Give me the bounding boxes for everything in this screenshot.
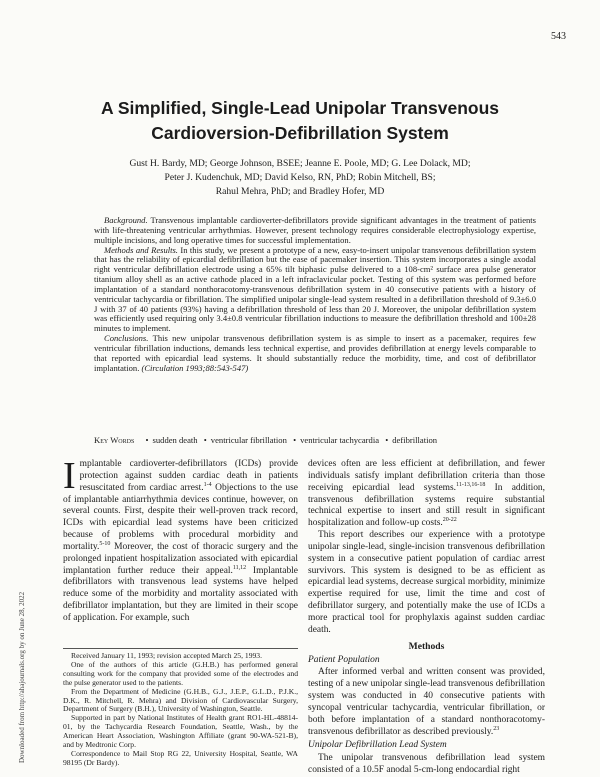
reference: 11-13,16-18 (456, 481, 486, 488)
drop-cap: I (63, 455, 76, 497)
keywords (94, 435, 536, 445)
intro-text: Moreover, the cost of thoracic surgery and the prolonged inpatient hospitalization associated with epicardial implantation further reduce their appeal. (63, 541, 298, 576)
keyword: sudden death (152, 435, 198, 445)
background-label: Background. (104, 215, 148, 225)
article-title: A Simplified, Single-Lead Unipolar Transvenous Cardioversion-Defibrillation System (100, 98, 500, 143)
bullet-icon: • (385, 435, 389, 445)
abstract (94, 216, 536, 374)
background-text: Transvenous implantable cardioverter-defibrillators provide significant advantages in the treatment of patients with life-threatening ventricular arrhythmias. However, present technology requires considerable electrophysiology expertise, multiple incisions, and long operative times for successful implementation. (94, 215, 536, 245)
body-paragraph: This report describes our experience with a prototype unipolar single-lead, single-incision transvenous defibrillation system in a consecutive patient population of cardiac arrest survivors. This system is designed to be as efficient as epicardial lead systems, decrease surgical morbidity, minimize expertise required for use, limit the time and cost of defibrillator surgery, and potentially make the use of ICDs a more practical tool for prophylaxis against sudden cardiac death. (308, 530, 545, 635)
reference: 20-22 (442, 517, 457, 524)
subsection-heading: Unipolar Defibrillation Lead System (308, 740, 447, 751)
bullet-icon: • (293, 435, 297, 445)
reference: 11,12 (232, 564, 247, 571)
reference: 23 (493, 725, 500, 732)
download-note: Downloaded from http://ahajournals.org by on June 28, 2022 (18, 591, 26, 763)
footnote: From the Department of Medicine (G.H.B., G.J., J.E.P., G.L.D., P.J.K., D.K., R. Mitchell, R. Mehra) and Division of Cardiovascular Surgery, Department of Surgery (B.H.), University of Washington, Seattle. (63, 686, 298, 714)
section-heading-methods: Methods (408, 640, 445, 652)
conclusions-text: This new unipolar transvenous defibrillation system is as simple to insert as a pacemaker, requires few ventricular fibrillation inductions, demands less technical expertise, and provides defibrillation at energy levels comparable to that reported with epicardial lead systems. It should substantially reduce the morbidity, time, and cost of defibrillator implantation. (94, 333, 536, 373)
keyword: defibrillation (392, 435, 438, 445)
body-text: In addition, transvenous defibrillation systems require substantial technical expertise to insert and still result in significant hospitalization and follow-up costs. (308, 482, 545, 529)
methods-text: In this study, we present a prototype of a new, easy-to-insert unipolar transvenous defibrillation system that has the reliability of epicardial defibrillation but the ease of pacemaker insertion. This system incorporates a single axodal right ventricular defibrillation electrode using a 65% tilt biphasic pulse delivered to a 108-cm² surface area pulse generator titanium alloy shell as an active cathode placed in a left infraclavicular pocket. Testing of this system was performed before implantation of a standard nonthoracotomy-transvenous defibrillation system in 40 consecutive patients with a history of ventricular tachycardia or fibrillation. The simplified unipolar single-lead system resulted in a defibrillation threshold of 9.3±6.0 J with 37 of 40 patients (93%) having a defibrillation threshold of less than 20 J. Moreover, the unipolar defibrillation system was efficiently used requiring only 3.4±0.8 ventricular fibrillation inductions to measure the defibrillation threshold and 100±28 minutes to implement. (94, 244, 537, 334)
body-column-left (63, 455, 298, 625)
keyword: ventricular fibrillation (210, 435, 287, 445)
body-column-right (308, 459, 545, 777)
body-paragraph (308, 459, 545, 530)
intro-text: mplantable cardioverter-defibrillators (ICDs) provide protection against sudden cardiac death in patients resuscitated from cardiac arrest. (79, 459, 298, 493)
citation: (Circulation 1993;88:543-547) (141, 362, 249, 373)
bullet-icon: • (203, 435, 207, 445)
body-text: After informed verbal and written consent was provided, testing of a new unipolar single-lead transvenous defibrillation system was conducted in 40 consecutive patients with syncopal ventricular tachycardia, ventricular fibrillation, or both before implantation of a standard nonthoracotomy-transvenous defibrillator as described previously. (308, 667, 545, 737)
page-number: 543 (551, 31, 566, 42)
abstract-methods (94, 246, 536, 335)
body-paragraph: The unipolar transvenous defibrillation lead system consisted of a 10.5F anodal 5-cm-long endocardial right (308, 753, 545, 776)
footnote: Supported in part by National Institutes of Health grant RO1-HL-48814-01, by the Tachycardia Research Foundation, Seattle, Wash., by the American Heart Association, Washington Affiliate (grant 90-WA-521-B), and by Medtronic Corp. (63, 713, 298, 750)
footnotes (63, 648, 298, 768)
body-paragraph (308, 667, 545, 738)
author-line: Peter J. Kudenchuk, MD; David Kelso, RN, PhD; Robin Mitchell, BS; (164, 172, 436, 183)
intro-text: Objections to the use of implantable antiarrhythmia devices continue, however, on several counts. First, despite their well-proven track record, ICDs with epicardial lead systems have been criticized because of problems with procedural morbidity and mortality. (63, 482, 298, 552)
author-list (100, 157, 500, 199)
abstract-conclusions (94, 334, 536, 373)
author-line: Rahul Mehra, PhD; and Bradley Hofer, MD (215, 186, 385, 197)
keyword: ventricular tachycardia (300, 435, 380, 445)
reference: 5-10 (99, 540, 111, 547)
subsection-heading: Patient Population (308, 654, 380, 665)
intro-text: Implantable defibrillators with transvenous lead systems have helped reduce some of the morbidity and mortality associated with defibrillator implantation, but they are limited in their scope of application. For example, such (63, 565, 298, 623)
conclusions-label: Conclusions. (104, 333, 149, 344)
keywords-label: Key Words (94, 435, 135, 445)
bullet-icon: • (145, 435, 149, 445)
download-watermark (0, 245, 30, 765)
body-text: devices often are less efficient at defibrillation, and fewer individuals satisfy implant defibrillation criteria than those receiving epicardial lead systems. (308, 459, 545, 493)
reference: 1-4 (203, 481, 212, 488)
abstract-background (94, 216, 536, 246)
footnote: Received January 11, 1993; revision accepted March 25, 1993. (71, 651, 262, 660)
footnote: Correspondence to Mail Stop RG 22, University Hospital, Seattle, WA 98195 (Dr Bardy). (63, 748, 298, 767)
methods-label: Methods and Results. (104, 244, 178, 255)
intro-paragraph (63, 455, 298, 625)
footnote: One of the authors of this article (G.H.B.) has performed general consulting work for the company that provided some of the electrodes and the pulse generator used to the patients. (63, 659, 298, 687)
author-line: Gust H. Bardy, MD; George Johnson, BSEE; Jeanne E. Poole, MD; G. Lee Dolack, MD; (129, 158, 471, 169)
